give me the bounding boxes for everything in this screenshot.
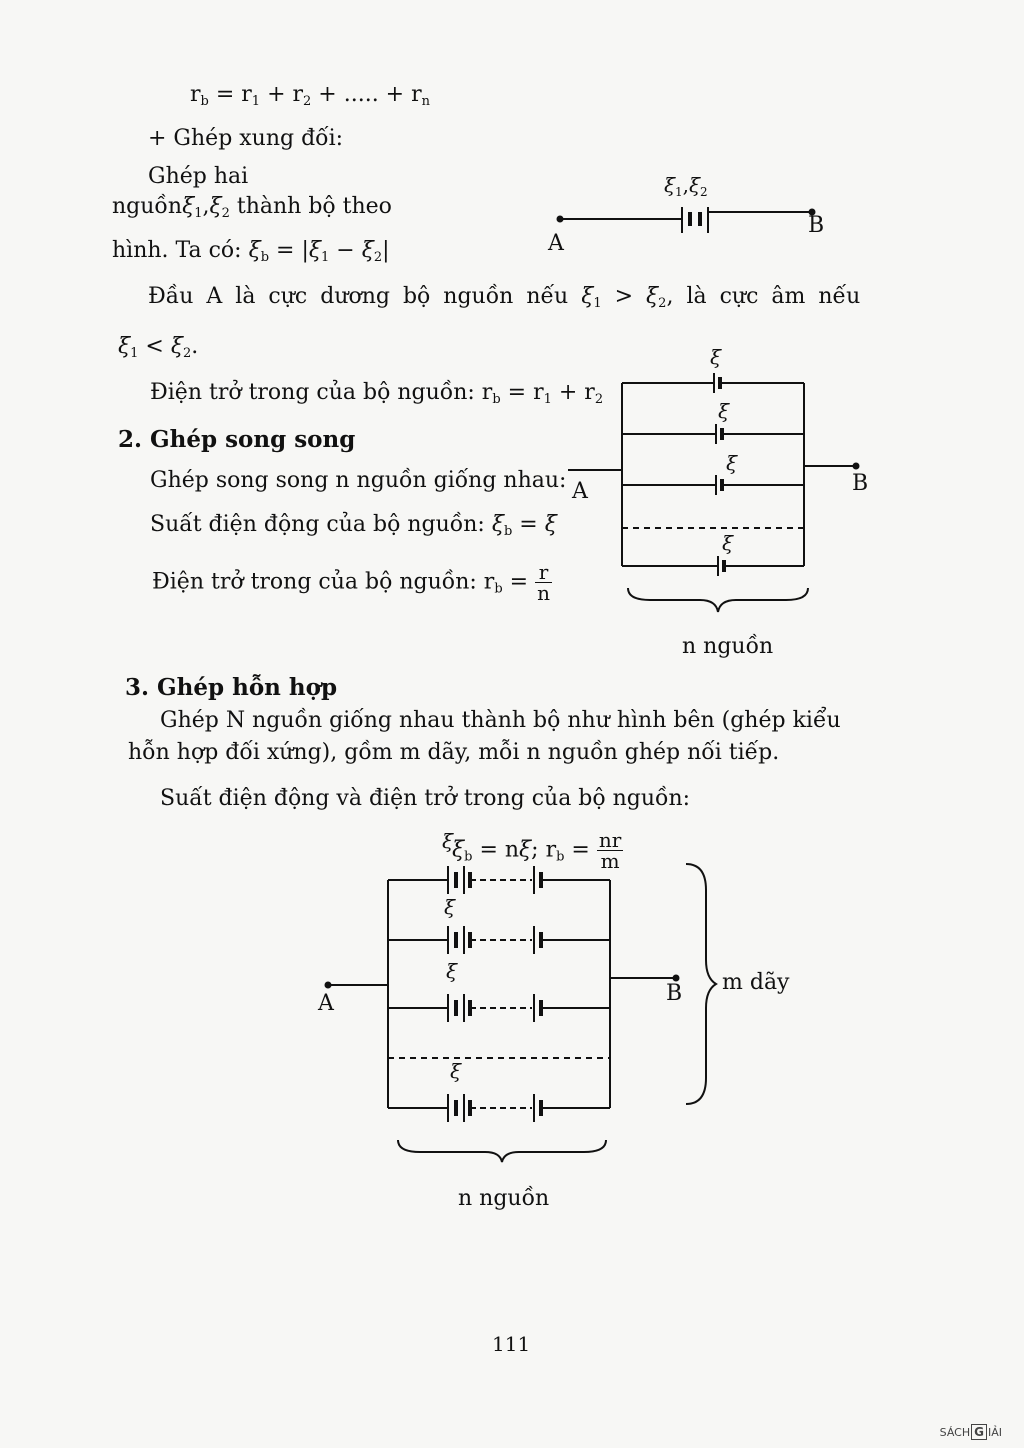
pole-line-2: $\xi_1 < \xi_2$. (118, 334, 199, 361)
parallel-emf: Suất điện động của bộ nguồn: $\xi_b = \xi$ (150, 512, 557, 539)
label-a-1: A (548, 231, 564, 256)
section-3-title: 3. Ghép hỗn hợp (125, 674, 338, 701)
internal-resistance-opposed: Điện trở trong của bộ nguồn: $r_b = r_1 + r_2$ (150, 380, 604, 407)
emf-label-d1: $\xi_1,\xi_2$ (664, 173, 708, 199)
label-a-2: A (572, 479, 588, 504)
label-b-2: B (852, 471, 869, 496)
publisher-logo: SÁCH G IẢI (939, 1425, 1002, 1439)
mixed-paragraph-line-2: hỗn hợp đối xứng), gồm m dãy, mỗi n nguồn ghép nối tiếp. (128, 740, 780, 765)
formula-rb-series: $r_b = r_1 + r_2$ + ..... + $r_n$ (190, 82, 430, 109)
emf-label-p2: ξ (718, 399, 730, 423)
n-sources-label-1: n nguồn (682, 634, 774, 659)
emf-label-p3: ξ (726, 451, 738, 475)
emf-label-p1: ξ (710, 345, 722, 369)
section-2-title: 2. Ghép song song (118, 426, 356, 453)
emf-label-m1: ξ (442, 829, 454, 853)
opposed-circuit (560, 207, 812, 233)
parallel-line-1: Ghép song song n nguồn giống nhau: (150, 468, 567, 493)
n-sources-label-2: n nguồn (458, 1186, 550, 1211)
opposed-line-3: hình. Ta có: $\xi_b = |\xi_1 - \xi_2|$ (112, 238, 390, 265)
emf-label-m4: ξ (450, 1059, 462, 1083)
label-a-3: A (318, 991, 334, 1016)
terminals (325, 209, 860, 989)
emf-label-m3: ξ (446, 959, 458, 983)
page-number: 111 (492, 1332, 531, 1356)
mixed-circuit (328, 864, 716, 1162)
emf-label-p4: ξ (722, 531, 734, 555)
parallel-circuit (568, 373, 856, 612)
label-b-1: B (808, 213, 825, 238)
opposed-line-1: Ghép hai (148, 164, 249, 189)
m-rows-label: m dãy (722, 970, 790, 995)
label-b-3: B (666, 981, 683, 1006)
pole-line-1: Đầu A là cực dương bộ nguồn nếu $\xi_1 > \xi_2$, là cực âm nếu (148, 284, 861, 311)
emf-label-m2: ξ (444, 895, 456, 919)
mixed-paragraph-2: Suất điện động và điện trở trong của bộ nguồn: (160, 786, 691, 811)
formula-mixed: $\xi_b = n\xi$; $r_b$ = $\frac{nr}{m}$ (452, 828, 622, 873)
mixed-paragraph-line-1: Ghép N nguồn giống nhau thành bộ như hình bên (ghép kiểu (160, 708, 841, 733)
opposed-heading: + Ghép xung đối: (148, 126, 344, 151)
parallel-resistance: Điện trở trong của bộ nguồn: $r_b$ = $\frac{r}{n}$ (152, 560, 550, 605)
opposed-line-2: $nguồn\xi_1,\xi_2$ thành bộ theo (112, 194, 392, 221)
